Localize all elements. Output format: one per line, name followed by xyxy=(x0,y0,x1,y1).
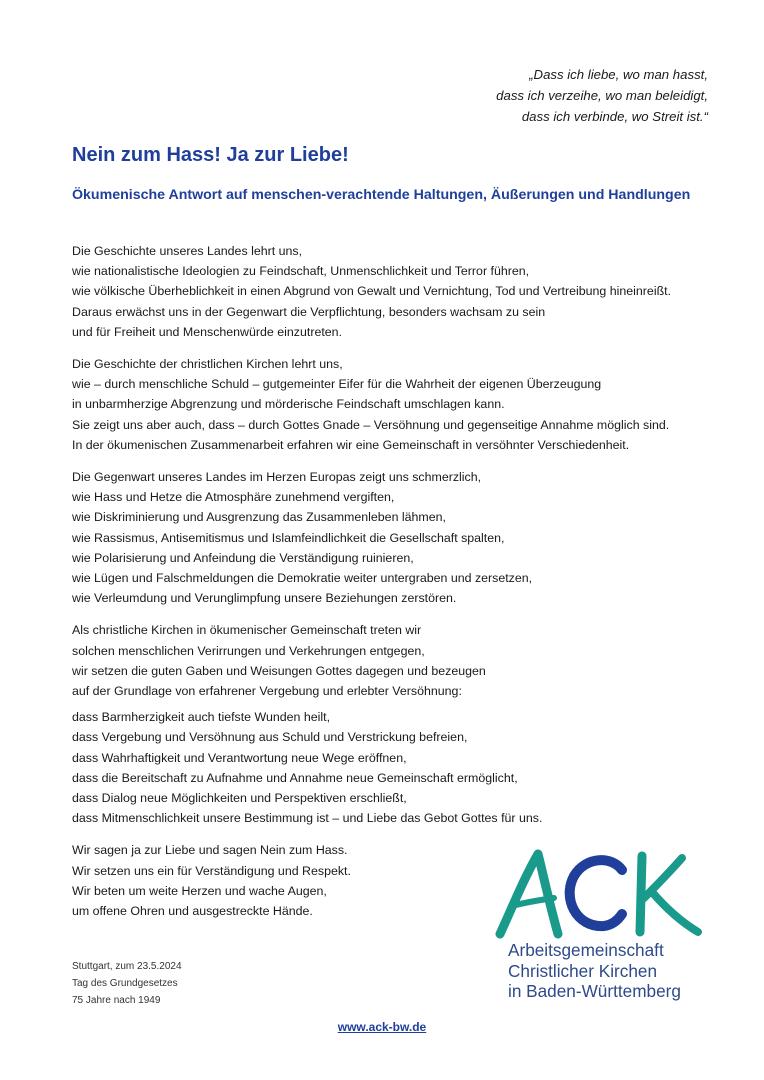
text-line: dass Vergebung und Versöhnung aus Schuld und Verstrickung befreien, xyxy=(72,730,468,745)
text-line: Wir beten um weite Herzen und wache Augen, xyxy=(72,883,327,898)
epigraph-line: „Dass ich liebe, wo man hasst, xyxy=(529,67,708,82)
body-text xyxy=(72,241,722,933)
text-line: Wir sagen ja zur Liebe und sagen Nein zum Hass. xyxy=(72,843,348,858)
text-line: wie nationalistische Ideologien zu Feindschaft, Unmenschlichkeit und Terror führen, xyxy=(72,264,530,279)
text-line: In der ökumenischen Zusammenarbeit erfahren wir eine Gemeinschaft in versöhnter Verschiedenheit. xyxy=(72,437,630,452)
logo-name-line: Christlicher Kirchen xyxy=(508,960,658,981)
text-line: Die Geschichte unseres Landes lehrt uns, xyxy=(72,244,303,258)
text-line: wie Diskriminierung und Ausgrenzung das Zusammenleben lähmen, xyxy=(72,510,446,525)
signoff-block xyxy=(72,958,182,1009)
text-line: wie Lügen und Falschmeldungen die Demokratie weiter untergraben und zersetzen, xyxy=(72,571,533,586)
text-line: Wir setzen uns ein für Verständigung und Respekt. xyxy=(72,863,351,878)
text-line: Die Gegenwart unseres Landes im Herzen Europas zeigt uns schmerzlich, xyxy=(72,470,482,485)
signoff-place-date: Stuttgart, zum 23.5.2024 xyxy=(72,961,182,972)
text-line: wie völkische Überheblichkeit in einen Abgrund von Gewalt und Vernichtung, Tod und Vertreibung hineinreißt. xyxy=(72,284,672,299)
footer xyxy=(0,1020,764,1034)
text-line: dass Wahrhaftigkeit und Verantwortung neue Wege eröffnen, xyxy=(72,750,407,765)
text-line: dass Mitmenschlichkeit unsere Bestimmung ist – und Liebe das Gebot Gottes für uns. xyxy=(72,811,543,826)
text-line: Als christliche Kirchen in ökumenischer Gemeinschaft treten wir xyxy=(72,623,422,638)
page-title: Nein zum Hass! Ja zur Liebe! xyxy=(72,144,349,166)
text-line: in unbarmherzige Abgrenzung und mörderische Feindschaft umschlagen kann. xyxy=(72,397,505,412)
signoff-anniversary: 75 Jahre nach 1949 xyxy=(72,995,161,1006)
ack-letters-icon xyxy=(494,848,714,940)
text-line: Daraus erwächst uns in der Gegenwart die Verpflichtung, besonders wachsam zu sein xyxy=(72,304,546,319)
paragraph-history-country xyxy=(72,241,722,342)
paragraph-churches-stand xyxy=(72,620,722,701)
logo-name-line: Arbeitsgemeinschaft xyxy=(508,940,664,960)
paragraph-present xyxy=(72,467,722,608)
text-line: auf der Grundlage von erfahrener Vergebung und erlebter Versöhnung: xyxy=(72,684,462,699)
text-line: wie – durch menschliche Schuld – gutgemeinter Eifer für die Wahrheit der eigenen Überzeugung xyxy=(72,377,602,392)
text-line: dass Barmherzigkeit auch tiefste Wunden heilt, xyxy=(72,710,331,725)
epigraph-line: dass ich verbinde, wo Streit ist.“ xyxy=(521,109,708,124)
paragraph-history-churches xyxy=(72,354,722,455)
ack-logo xyxy=(494,848,714,1008)
signoff-occasion: Tag des Grundgesetzes xyxy=(72,978,178,989)
text-line: wir setzen die guten Gaben und Weisungen Gottes dagegen und bezeugen xyxy=(72,663,486,678)
epigraph-line: dass ich verzeihe, wo man beleidigt, xyxy=(496,88,708,103)
epigraph-quote xyxy=(496,64,708,127)
text-line: wie Polarisierung und Anfeindung die Verständigung ruinieren, xyxy=(72,550,414,565)
text-line: Sie zeigt uns aber auch, dass – durch Gottes Gnade – Versöhnung und gegenseitige Annahme möglich sind. xyxy=(72,417,670,432)
text-line: wie Rassismus, Antisemitismus und Islamfeindlichkeit die Gesellschaft spalten, xyxy=(72,530,505,545)
page-subtitle: Ökumenische Antwort auf menschen-verachtende Haltungen, Äußerungen und Handlungen xyxy=(72,187,691,203)
text-line: dass die Bereitschaft zu Aufnahme und Annahme neue Gemeinschaft ermöglicht, xyxy=(72,770,518,785)
text-line: solchen menschlichen Verirrungen und Verkehrungen entgegen, xyxy=(72,643,425,658)
text-line: Die Geschichte der christlichen Kirchen lehrt uns, xyxy=(72,357,343,372)
paragraph-testimony xyxy=(72,707,722,828)
logo-organization-name xyxy=(508,940,681,1002)
website-link[interactable]: www.ack-bw.de xyxy=(337,1020,427,1034)
text-line: und für Freiheit und Menschenwürde einzutreten. xyxy=(72,324,342,339)
text-line: wie Verleumdung und Verunglimpfung unsere Beziehungen zerstören. xyxy=(72,591,457,606)
text-line: um offene Ohren und ausgestreckte Hände. xyxy=(72,904,313,919)
text-line: dass Dialog neue Möglichkeiten und Perspektiven erschließt, xyxy=(72,791,407,806)
logo-name-line: in Baden-Württemberg xyxy=(508,981,681,1001)
text-line: wie Hass und Hetze die Atmosphäre zunehmend vergiften, xyxy=(72,490,395,505)
